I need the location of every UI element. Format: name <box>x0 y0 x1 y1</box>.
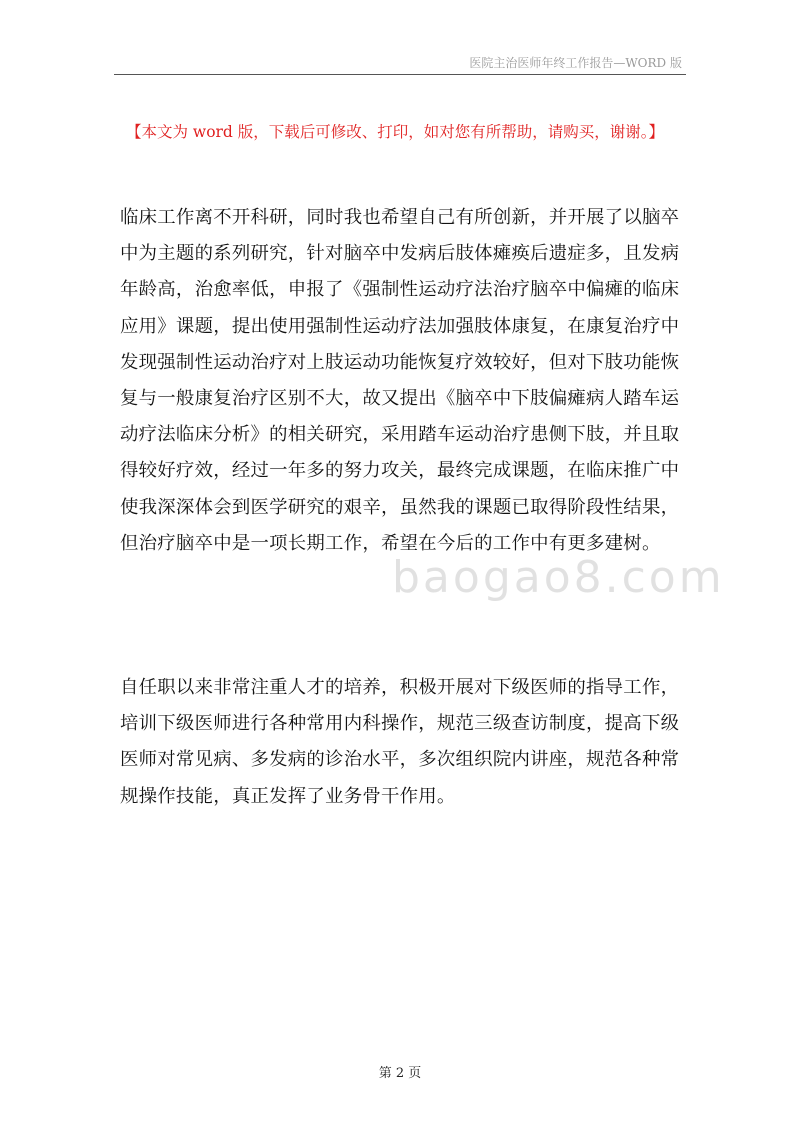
paragraph-line: 但治疗脑卒中是一项长期工作，希望在今后的工作中有更多建树。 <box>120 532 661 554</box>
paragraph-line: 自任职以来非常注重人才的培养，积极开展对下级医师的指导工作， <box>120 677 680 698</box>
paragraph-line: 年龄高，治愈率低，申报了《强制性运动疗法治疗脑卒中偏瘫的临床 <box>120 279 680 301</box>
page-header-title: 医院主治医师年终工作报告—WORD 版 <box>469 56 682 70</box>
paragraph-training <box>120 670 686 815</box>
paragraph-research <box>120 200 686 562</box>
paragraph-line: 使我深深体会到医学研究的艰辛，虽然我的课题已取得阶段性结果， <box>120 496 680 518</box>
paragraph-line: 临床工作离不开科研，同时我也希望自己有所创新，并开展了以脑卒 <box>120 207 680 228</box>
page-number: 第 2 页 <box>378 1066 422 1081</box>
paragraph-line: 培训下级医师进行各种常用内科操作，规范三级查访制度，提高下级 <box>120 713 680 735</box>
paragraph-line: 动疗法临床分析》的相关研究，采用踏车运动治疗患侧下肢，并且取 <box>120 424 680 446</box>
paragraph-line: 医师对常见病、多发病的诊治水平，多次组织院内讲座，规范各种常 <box>120 749 680 771</box>
paragraph-line: 中为主题的系列研究，针对脑卒中发病后肢体瘫痪后遗症多，且发病 <box>120 243 680 265</box>
paragraph-line: 应用》课题，提出使用强制性运动疗法加强肢体康复，在康复治疗中 <box>120 315 680 337</box>
purchase-notice: 【本文为 word 版，下载后可修改、打印，如对您有所帮助，请购买，谢谢。】 <box>126 123 665 141</box>
header-divider <box>114 74 686 75</box>
paragraph-line: 复与一般康复治疗区别不大，故又提出《脑卒中下肢偏瘫病人踏车运 <box>120 388 680 410</box>
paragraph-line: 得较好疗效，经过一年多的努力攻关，最终完成课题，在临床推广中 <box>120 460 680 482</box>
paragraph-line: 规操作技能，真正发挥了业务骨干作用。 <box>120 785 456 807</box>
watermark: baogao8.com <box>392 552 725 603</box>
paragraph-line: 发现强制性运动治疗对上肢运动功能恢复疗效较好，但对下肢功能恢 <box>120 351 680 373</box>
